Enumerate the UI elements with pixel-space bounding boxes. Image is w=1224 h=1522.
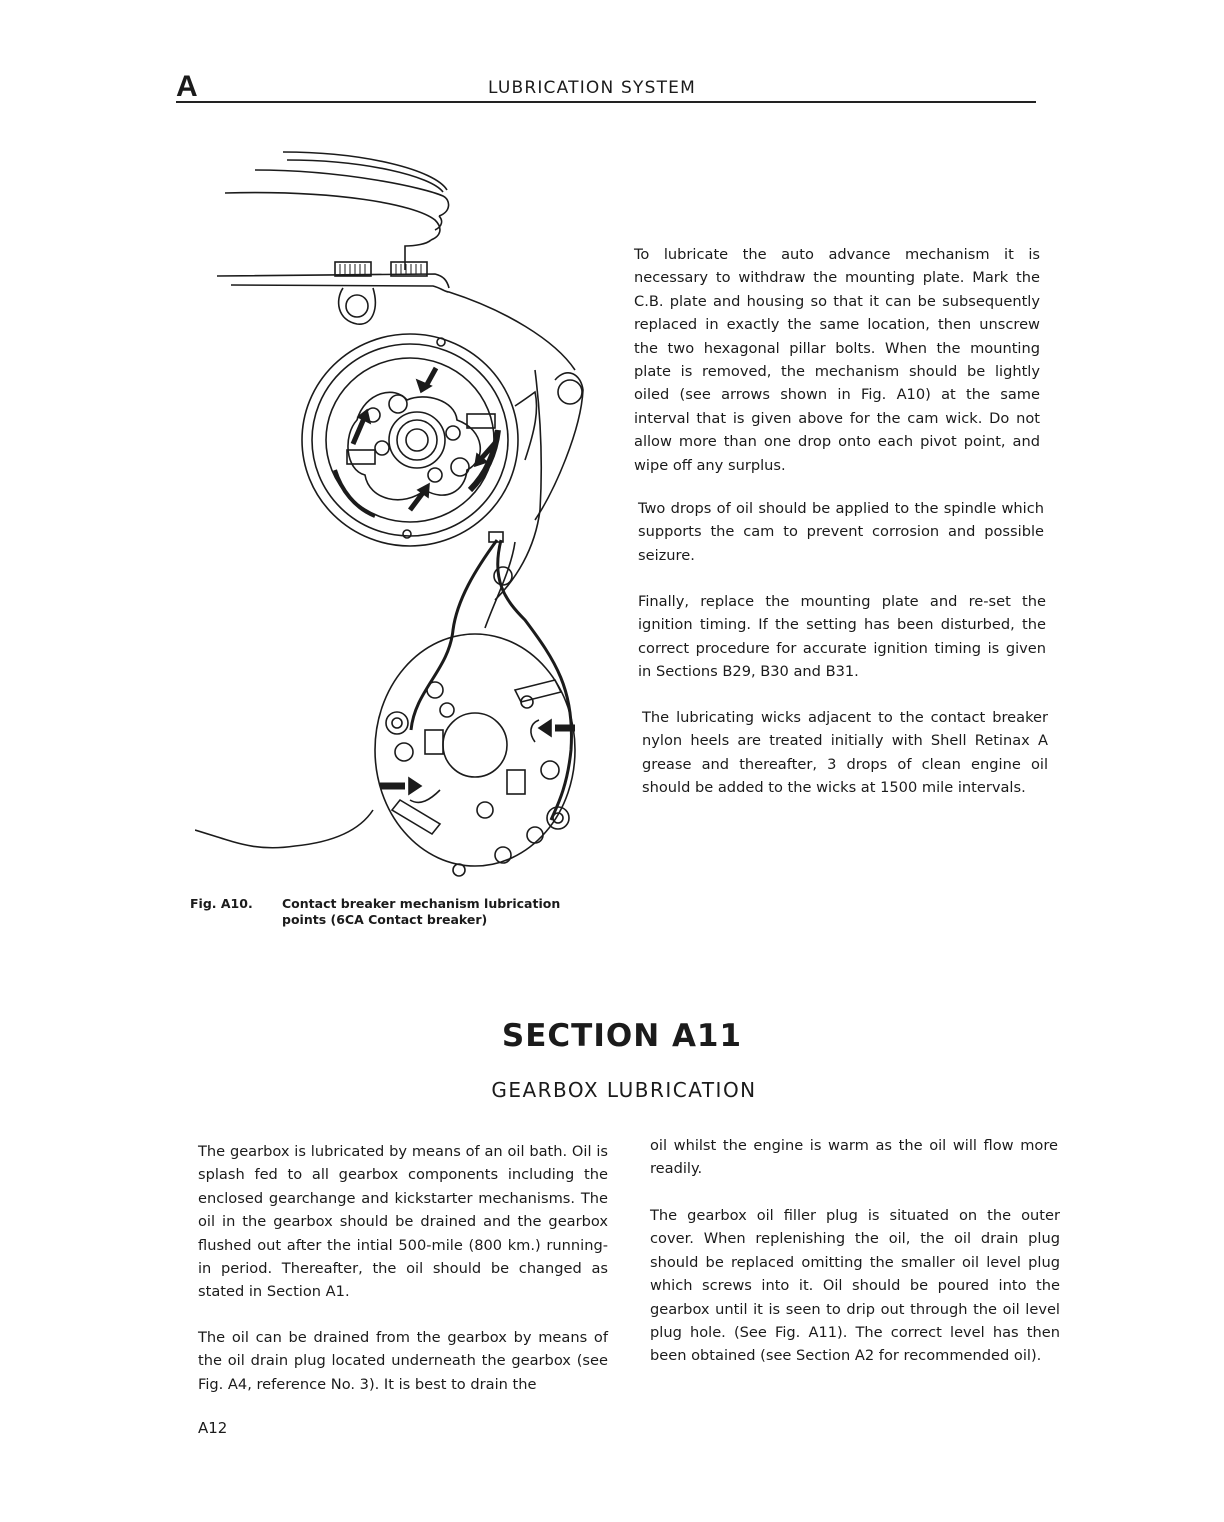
distributor-drawing bbox=[195, 130, 615, 890]
paragraph-gearbox-lubrication: The gearbox is lubricated by means of an oil bath. Oil is splash fed to all gearbox components including the enclosed gearchange and kickstarter mechanisms. The oil in the gearbox should be drained and the gearbox flushed out after the intial 500-mile (800 km.) running-in period. Thereafter, the oil should be changed as stated in Section A1. bbox=[198, 1143, 608, 1301]
section-letter: A bbox=[176, 70, 198, 103]
paragraph-wicks: The lubricating wicks adjacent to the contact breaker nylon heels are treated initially with Shell Retinax A grease and thereafter, 3 drops of clean engine oil should be added to the wicks at 1500 mile intervals. bbox=[642, 709, 1048, 797]
paragraph-drain-plug: The oil can be drained from the gearbox by means of the oil drain plug located underneath the gearbox (see Fig. A4, reference No. 3). It is best to drain the bbox=[198, 1329, 608, 1393]
paragraph-spindle: Two drops of oil should be applied to the spindle which supports the cam to prevent corrosion and possible seizure. bbox=[638, 500, 1044, 564]
header-rule bbox=[176, 101, 1036, 103]
figure-label: Fig. A10. bbox=[190, 896, 253, 911]
section-subheading-text: GEARBOX LUBRICATION bbox=[491, 1078, 757, 1102]
running-title: LUBRICATION SYSTEM bbox=[488, 78, 696, 98]
section-heading bbox=[0, 1018, 1224, 1054]
paragraph-replace-plate: Finally, replace the mounting plate and re-set the ignition timing. If the setting has been disturbed, the correct procedure for accurate ignition timing is given in Sections B29, B30 and B31. bbox=[638, 593, 1046, 681]
section-heading-text: SECTION A11 bbox=[501, 1018, 743, 1054]
paragraph-auto-advance: To lubricate the auto advance mechanism it is necessary to withdraw the mounting plate. Mark the C.B. plate and housing so that it can be subsequently replaced in exactly the same location, then unscrew the two hexagonal pillar bolts. When the mounting plate is removed, the mechanism should be lightly oiled (see arrows shown in Fig. A10) at the same interval that is given above for the cam wick. Do not allow more than one drop onto each pivot point, and wipe off any surplus. bbox=[634, 246, 1040, 474]
figure-caption-text: Contact breaker mechanism lubrication points (6CA Contact breaker) bbox=[282, 896, 561, 927]
paragraph-drain-warm: oil whilst the engine is warm as the oil will flow more readily. bbox=[650, 1137, 1058, 1178]
paragraph-filler-plug: The gearbox oil filler plug is situated on the outer cover. When replenishing the oil, the oil drain plug should be replaced omitting the smaller oil level plug which screws into it. Oil should be poured into the gearbox until it is seen to drip out through the oil level plug hole. (See Fig. A11). The correct level has then been obtained (see Section A2 for recommended oil). bbox=[650, 1207, 1060, 1365]
section-subheading bbox=[0, 1078, 1224, 1102]
figure-caption bbox=[190, 896, 610, 928]
figure-a10-diagram bbox=[195, 130, 615, 890]
page-number: A12 bbox=[198, 1419, 228, 1437]
